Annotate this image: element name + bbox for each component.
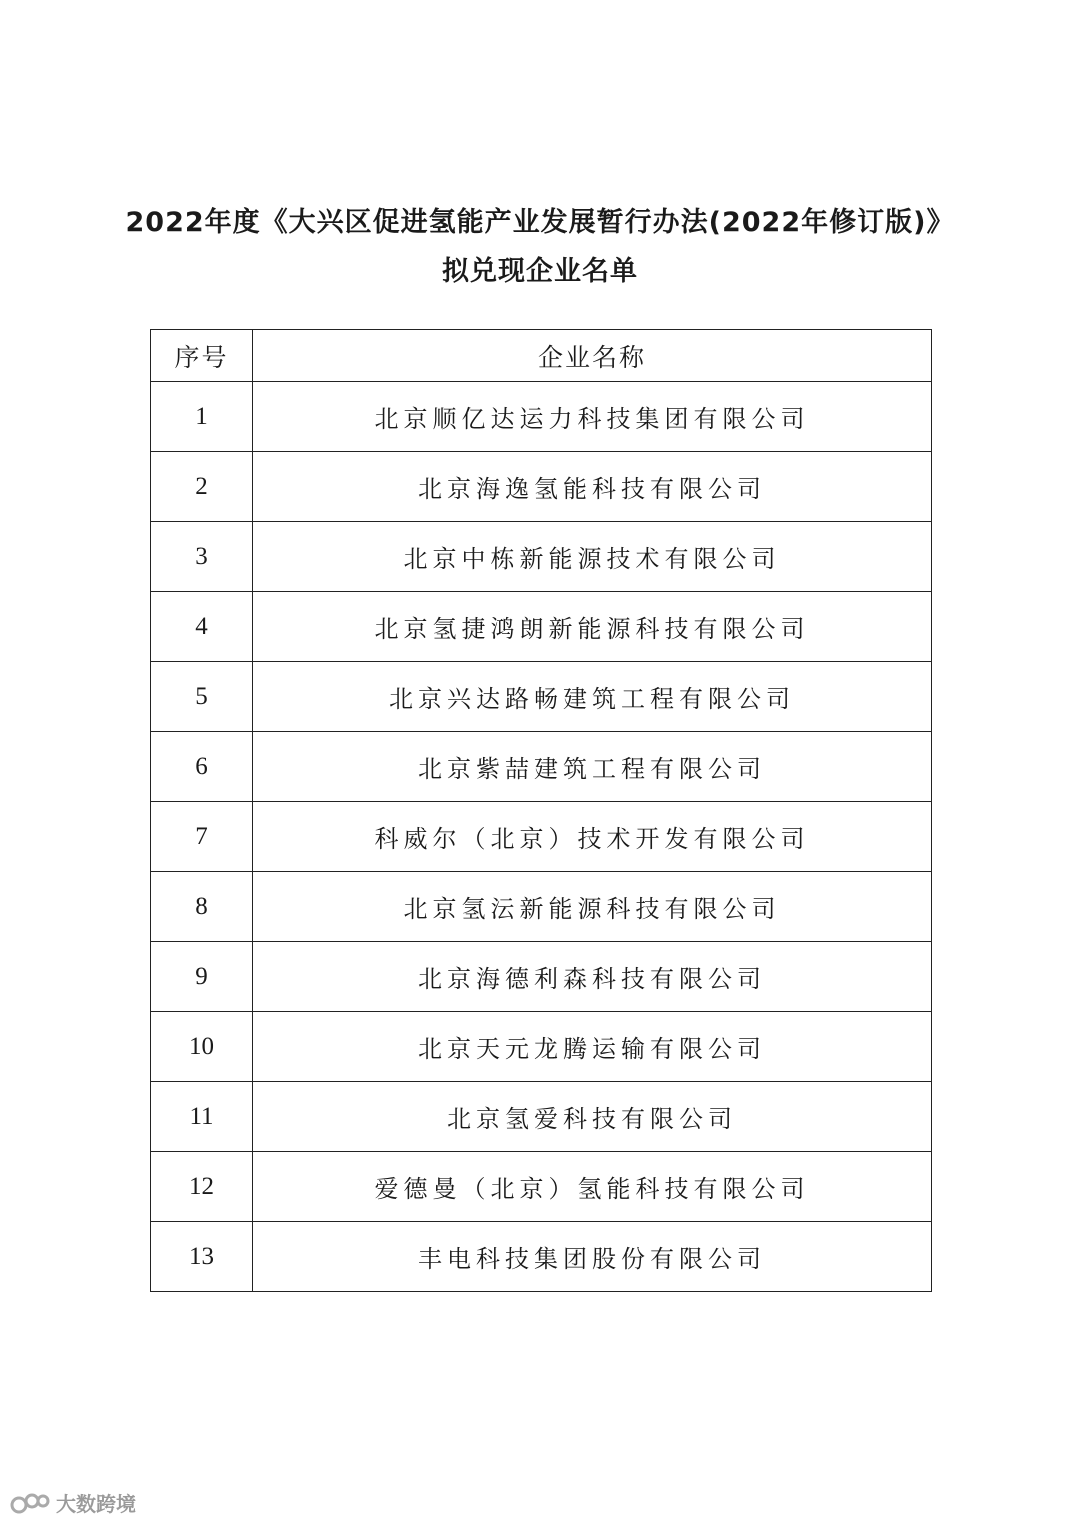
table-row (151, 662, 932, 732)
company-name: 丰电科技集团股份有限公司 (253, 1222, 932, 1292)
table-row (151, 732, 932, 802)
document-title-line1: 2022年度《大兴区促进氢能产业发展暂行办法(2022年修订版)》 (125, 207, 955, 238)
row-index: 10 (151, 1012, 253, 1082)
column-header-index: 序号 (151, 330, 253, 382)
row-index: 4 (151, 592, 253, 662)
table-row (151, 522, 932, 592)
column-header-company-name: 企业名称 (253, 330, 932, 382)
document-title-line2: 拟兑现企业名单 (442, 256, 638, 287)
table-row (151, 942, 932, 1012)
row-index: 7 (151, 802, 253, 872)
row-index: 3 (151, 522, 253, 592)
company-name: 科威尔（北京）技术开发有限公司 (253, 802, 932, 872)
row-index: 9 (151, 942, 253, 1012)
row-index: 5 (151, 662, 253, 732)
company-name: 北京氢爱科技有限公司 (253, 1082, 932, 1152)
table-row (151, 1222, 932, 1292)
company-name: 北京天元龙腾运输有限公司 (253, 1012, 932, 1082)
row-index: 6 (151, 732, 253, 802)
company-name: 爱德曼（北京）氢能科技有限公司 (253, 1152, 932, 1222)
company-name: 北京海德利森科技有限公司 (253, 942, 932, 1012)
company-name: 北京顺亿达运力科技集团有限公司 (253, 382, 932, 452)
table-row (151, 872, 932, 942)
table-row (151, 1012, 932, 1082)
row-index: 1 (151, 382, 253, 452)
company-name: 北京兴达路畅建筑工程有限公司 (253, 662, 932, 732)
company-name: 北京氢捷鸿朗新能源科技有限公司 (253, 592, 932, 662)
company-list-table (150, 329, 932, 1292)
company-name: 北京中栋新能源技术有限公司 (253, 522, 932, 592)
watermark-text: 大数跨境 (56, 1492, 136, 1516)
table-row (151, 802, 932, 872)
table-header-row (151, 330, 932, 382)
table-row (151, 1152, 932, 1222)
company-name: 北京紫喆建筑工程有限公司 (253, 732, 932, 802)
watermark (10, 1488, 136, 1517)
row-index: 11 (151, 1082, 253, 1152)
table-row (151, 382, 932, 452)
company-name: 北京氢沄新能源科技有限公司 (253, 872, 932, 942)
row-index: 12 (151, 1152, 253, 1222)
row-index: 8 (151, 872, 253, 942)
table-row (151, 452, 932, 522)
company-name: 北京海逸氢能科技有限公司 (253, 452, 932, 522)
row-index: 2 (151, 452, 253, 522)
table-row (151, 592, 932, 662)
row-index: 13 (151, 1222, 253, 1292)
table-row (151, 1082, 932, 1152)
watermark-logo-icon (10, 1490, 50, 1516)
